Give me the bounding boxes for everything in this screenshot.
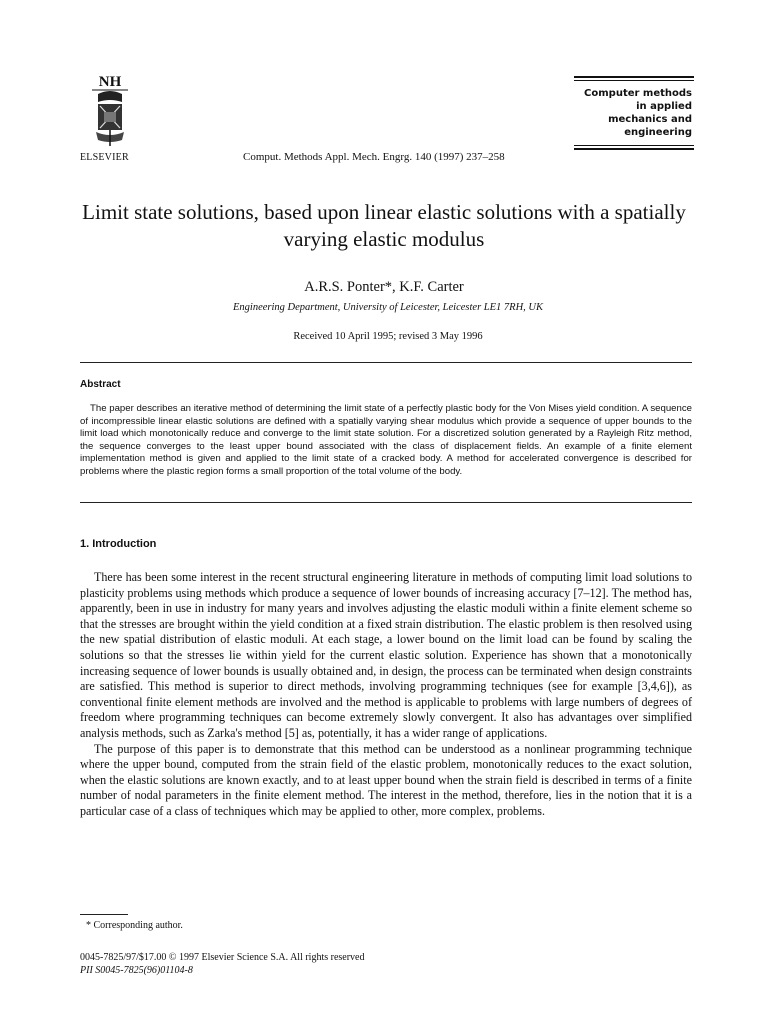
author-affiliation: Engineering Department, University of Leicester, Leicester LE1 7RH, UK — [233, 302, 543, 313]
section-body — [80, 570, 692, 820]
copyright-block — [80, 951, 365, 977]
received-dates: Received 10 April 1995; revised 3 May 1996 — [293, 331, 483, 342]
divider — [80, 502, 692, 503]
copyright-line: 0045-7825/97/$17.00 © 1997 Elsevier Science S.A. All rights reserved — [80, 952, 365, 963]
abstract-heading: Abstract — [80, 379, 121, 390]
publisher-name: ELSEVIER — [80, 152, 129, 163]
journal-name-line: in applied — [636, 101, 692, 112]
section-heading: 1. Introduction — [80, 538, 157, 550]
paper-authors: A.R.S. Ponter*, K.F. Carter — [304, 279, 464, 295]
journal-name-line: mechanics and — [608, 114, 692, 125]
paragraph: There has been some interest in the recent structural engineering literature in methods of computing limit load solutions to plasticity problems using methods which produce a sequence of lower bounds of increasing accuracy [7–12]. The method has, apparently, been in use in industry for many years and involves adjusting the elastic moduli within a finite element scheme so that the stresses are brought within the yield condition at a fixed strain distribution. The elastic problem is then resolved using the new spatial distribution of elastic moduli. At each stage, a lower bound on the limit load can be found by scaling the solutions so that the stresses lie within yield for the current elastic solution. Experience has shown that a monotonically increasing sequence of lower bounds is usually obtained and, in design, the process can be terminated when design constraints are satisfied. This method is superior to direct methods, involving programming techniques (see for example [3,4,6]), as conventional finite element methods are involved and the method is applicable to problems with large numbers of degrees of freedom where programming techniques can become extremely slowly convergent. It also has advantages over simplified analysis methods, such as Zarka's method [5] as, potentially, it has a wider range of applications. — [80, 570, 692, 740]
pii-line: PII S0045-7825(96)01104-8 — [80, 965, 193, 976]
journal-name — [574, 87, 694, 139]
footnote: * Corresponding author. — [86, 920, 183, 931]
journal-name-line: engineering — [624, 127, 692, 138]
logo-text: NH — [98, 74, 122, 90]
abstract-text: The paper describes an iterative method of determining the limit state of a perfectly plastic body for the Von Mises yield condition. A sequence of incompressible linear elastic solutions are defined with a spatially varying shear modulus which provide a sequence of upper bounds to the limit load which monotonically reduce and converge to the limit state solution. For a discretized solution generated by a Rayleigh Ritz method, the sequence converges to the least upper bound associated with the class of displacement fields. An example of a finite element implementation method is given and applied to the limit state of a cracked body. A method for accelerated convergence is described for problems where the plastic region forms a small proportion of the total volume of the body. — [80, 403, 692, 477]
footnote-rule — [80, 914, 128, 915]
journal-name-line: Computer methods — [584, 88, 692, 99]
paper-title: Limit state solutions, based upon linear elastic solutions with a spatially varying elastic modulus — [82, 200, 686, 251]
journal-citation: Comput. Methods Appl. Mech. Engrg. 140 (1997) 237–258 — [243, 151, 505, 163]
divider — [80, 362, 692, 363]
journal-title-box — [574, 76, 694, 150]
paragraph: The purpose of this paper is to demonstrate that this method can be understood as a nonlinear programming technique where the upper bound, computed from the strain field of the elastic problem, monotonically reduces to the exact solution, when the elastic solutions are known exactly, and to at least upper bound when the strain field is described in terms of a finite number of nodal parameters in the finite element method. The interest in the method, therefore, lies in the notion that it is a particular case of a class of techniques which may be applied to other, more complex, problems. — [80, 741, 692, 818]
publisher-logo — [88, 72, 132, 150]
